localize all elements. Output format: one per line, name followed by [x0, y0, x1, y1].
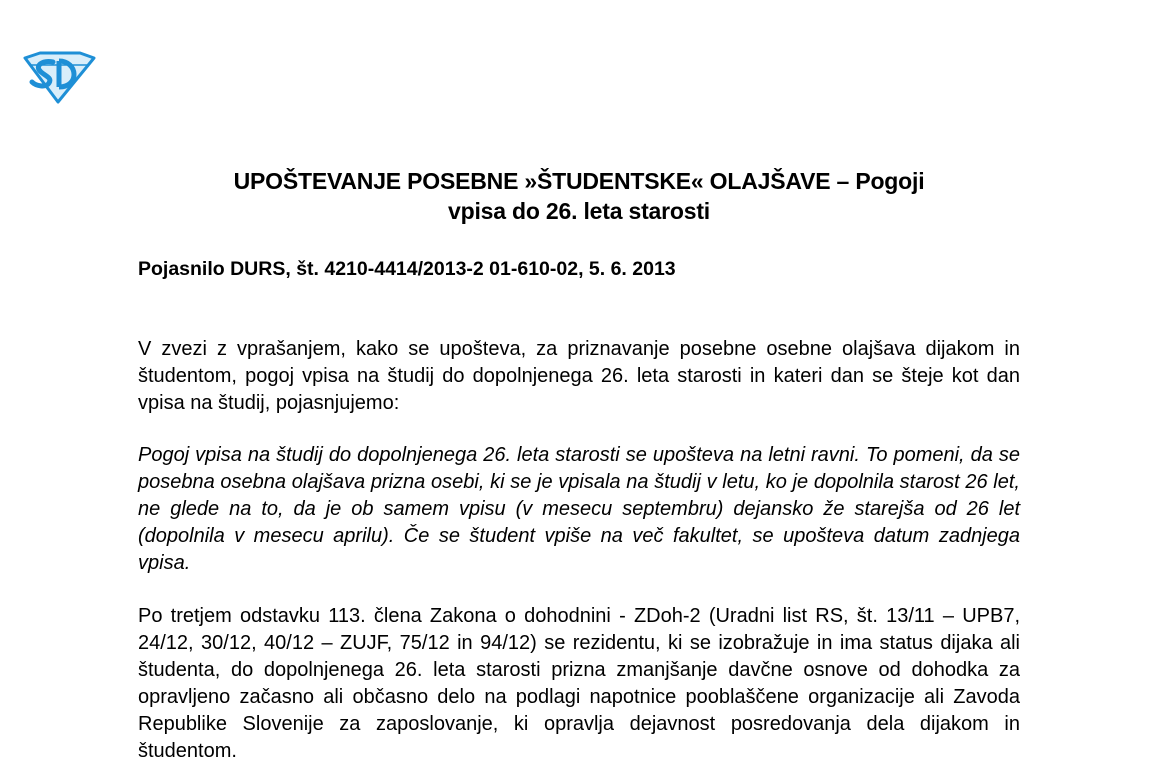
paragraph-law: Po tretjem odstavku 113. člena Zakona o dohodnini - ZDoh-2 (Uradni list RS, št. 13/11 – UPB7, 24/12, 30/12, 40/12 – ZUJF, 75/12 in 94/12) se rezidentu, ki se izobražuje in ima status dijaka ali študenta, do dopolnjenega 26. leta starosti prizna zmanjšanje davčne osnove od dohodka za opravljeno začasno ali občasno delo na podlagi napotnice pooblaščene organizacije ali Zavoda Republike Slovenije za zaposlovanje, ki opravlja dejavnost posredovanja dela dijakom in študentom.: [138, 605, 1020, 762]
paragraph-answer: Pogoj vpisa na študij do dopolnjenega 26. leta starosti se upošteva na letni ravni. To pomeni, da se posebna osebna olajšava prizna osebi, ki se je vpisala na študij v letu, ko je dopolnila starost 26 let, ne glede na to, da je ob samem vpisu (v mesecu septembru) dejansko že starejša od 26 let (dopolnila v mesecu aprilu). Če se študent vpiše na več fakultet, se upošteva datum zadnjega vpisa.: [138, 444, 1020, 574]
paragraph-intro: V zvezi z vprašanjem, kako se upošteva, za priznavanje posebne osebne olajšava dijakom in študentom, pogoj vpisa na študij do dopolnjenega 26. leta starosti in kateri dan se šteje kot dan vpisa na študij, pojasnjujemo:: [138, 338, 1020, 414]
title-line-1: UPOŠTEVANJE POSEBNE »ŠTUDENTSKE« OLAJŠAVE – Pogoji: [233, 168, 925, 194]
document-subtitle: Pojasnilo DURS, št. 4210-4414/2013-2 01-610-02, 5. 6. 2013: [138, 258, 676, 280]
document-title: [138, 166, 1020, 226]
sd-logo: [22, 50, 96, 104]
title-line-2: vpisa do 26. leta starosti: [448, 198, 710, 224]
